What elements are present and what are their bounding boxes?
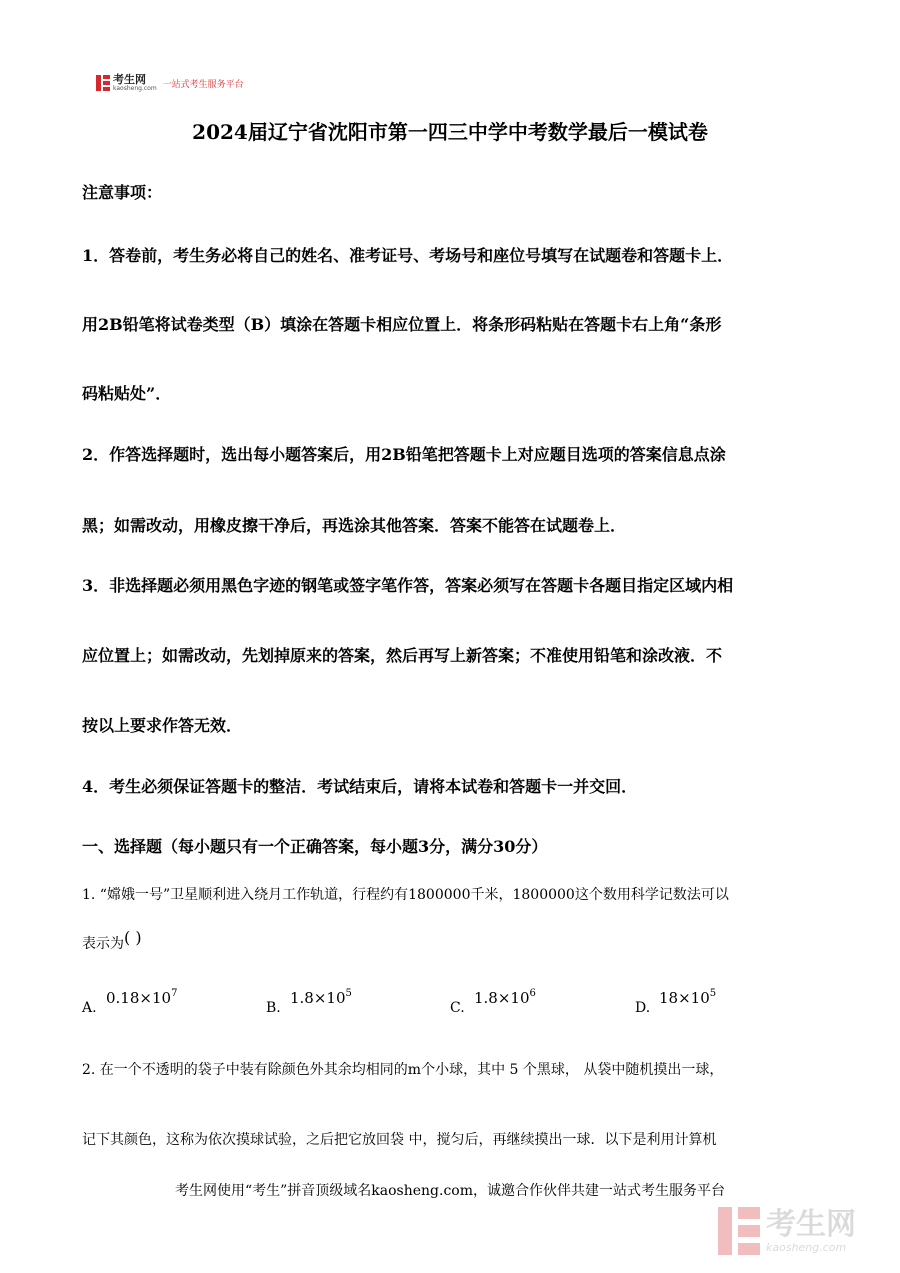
logo-text	[113, 74, 157, 92]
watermark-text	[766, 1206, 856, 1254]
logo-domain: kaosheng.com	[113, 85, 157, 92]
notice-line: 码粘贴处”．	[82, 384, 172, 403]
kaosheng-watermark-icon	[718, 1207, 760, 1255]
option-label: A.	[82, 1000, 97, 1016]
notice-heading: 注意事项：	[82, 183, 163, 202]
notice-line: 黑；如需改动，用橡皮擦干净后，再选涂其他答案．答案不能答在试题卷上．	[82, 516, 627, 535]
answer-paren: ( )	[124, 928, 142, 947]
question-1-stem-end: 表示为	[82, 936, 124, 952]
logo-slogan: 一站式考生服务平台	[162, 79, 244, 90]
option-value: $18\times 10^5$	[659, 988, 717, 1007]
page-footer: 考生网使用“考生”拼音顶级域名kaosheng.com，诚邀合作伙伴共建一站式考生服务平台	[174, 1183, 726, 1199]
notice-line: 应位置上；如需改动，先划掉原来的答案，然后再写上新答案；不准使用铅笔和涂改液．不	[82, 646, 723, 665]
option-label: B.	[266, 1000, 281, 1016]
header-logo	[96, 73, 244, 93]
question-1-text: 1. “嫦娥一号”卫星顺利进入绕月工作轨道，行程约有1800000千米，1800000这个数用科学记数法可以	[82, 887, 729, 903]
kaosheng-logo-icon	[96, 75, 110, 91]
notice-line: 1．答卷前，考生务必将自己的姓名、准考证号、考场号和座位号填写在试题卷和答题卡上．	[82, 246, 734, 265]
section-heading: 一、选择题（每小题只有一个正确答案，每小题3分，满分30分）	[82, 837, 548, 856]
option-value: $1.8\times 10^5$	[290, 988, 352, 1007]
option-label: D.	[635, 1000, 651, 1016]
notice-line: 4．考生必须保证答题卡的整洁．考试结束后，请将本试卷和答题卡一并交回．	[82, 777, 638, 796]
watermark	[718, 1205, 856, 1257]
option-value: $1.8\times 10^6$	[474, 988, 536, 1007]
question-1-text-cont	[82, 928, 142, 953]
notice-line: 按以上要求作答无效．	[82, 716, 243, 735]
document-title: 2024届辽宁省沈阳市第一四三中学中考数学最后一模试卷	[192, 120, 708, 144]
watermark-domain: kaosheng.com	[766, 1240, 847, 1254]
option-value: $0.18\times 10^7$	[106, 988, 178, 1007]
question-2-text-cont: 记下其颜色，这称为依次摸球试验，之后把它放回袋 中，搅匀后，再继续摸出一球．以下是利用计算机	[82, 1132, 717, 1148]
question-2-text: 2. 在一个不透明的袋子中装有除颜色外其余均相同的m个小球，其中 5 个黑球， 从袋中随机摸出一球，	[82, 1062, 724, 1078]
logo-name: 考生网	[113, 73, 146, 86]
watermark-name: 考生网	[766, 1206, 856, 1242]
notice-line: 用2B铅笔将试卷类型（B）填涂在答题卡相应位置上．将条形码粘贴在答题卡右上角“条形	[82, 315, 722, 334]
notice-line: 3．非选择题必须用黑色字迹的钢笔或签字笔作答，答案必须写在答题卡各题目指定区域内相	[82, 576, 734, 595]
option-label: C.	[450, 1000, 465, 1016]
notice-line: 2．作答选择题时，选出每小题答案后，用2B铅笔把答题卡上对应题目选项的答案信息点涂	[82, 445, 726, 464]
